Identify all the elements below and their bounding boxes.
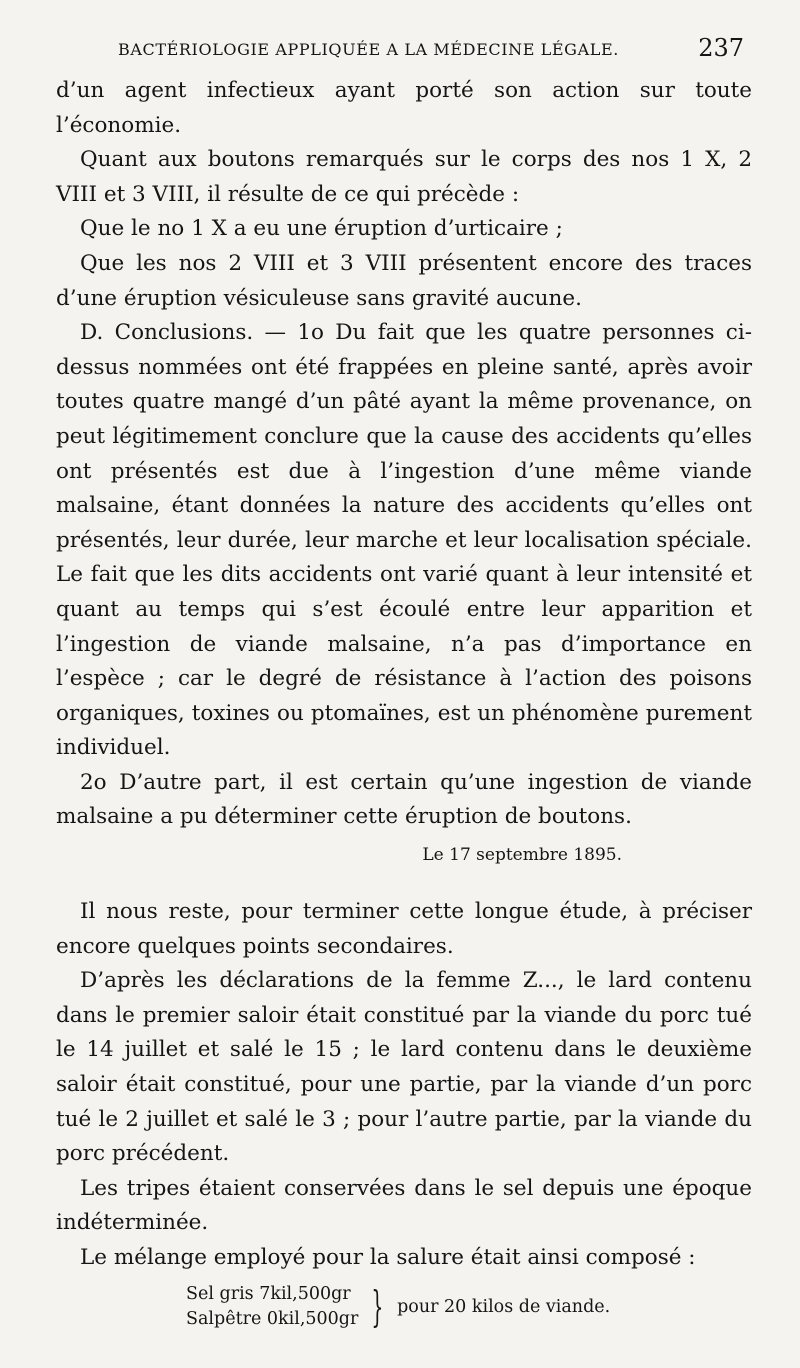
recipe-line-sel: Sel gris 7kil,500gr — [186, 1284, 351, 1304]
page-header — [0, 34, 800, 70]
recipe-line-salpetre: Salpêtre 0kil,500gr — [186, 1309, 359, 1329]
paragraph-conclusions: D. Conclusions. — 1o Du fait que les quatre personnes ci-dessus nommées ont été frappées en pleine santé, après avoir toutes quatre mangé d’un pâté ayant la même provenance, on peut légitimement conclure que la cause des accidents qu’elles ont présentés est due à l’ingestion d’une même viande malsaine, étant données la nature des accidents qu’elles ont présentés, leur durée, leur marche et leur localisation spéciale. Le fait que les dits accidents ont varié quant à leur intensité et quant au temps qui s’est écoulé entre leur apparition et l’ingestion de viande malsaine, n’a pas d’importance en l’espèce ; car le degré de résistance à l’action des poisons organiques, toxines ou ptomaïnes, est un phénomène purement individuel. — [56, 320, 752, 761]
paragraph-traces: Que les nos 2 VIII et 3 VIII présentent encore des traces d’une éruption vésiculeuse sans gravité aucune. — [56, 250, 752, 311]
date-line: Le 17 septembre 1895. — [422, 845, 622, 866]
paragraph-boutons: Quant aux boutons remarqués sur le corps des nos 1 X, 2 VIII et 3 VIII, il résulte de ce qui précède : — [56, 147, 752, 207]
paragraph-continuation: d’un agent infectieux ayant porté son action sur toute l’économie. — [56, 78, 752, 138]
recipe-lines — [186, 1282, 358, 1332]
recipe-suffix: pour 20 kilos de viande. — [397, 1296, 611, 1317]
paragraph-points-secondaires: Il nous reste, pour terminer cette longue étude, à préciser encore quelques points secondaires. — [56, 899, 752, 959]
paragraph-melange: Le mélange employé pour la salure était ainsi composé : — [80, 1245, 696, 1270]
page-number: 237 — [698, 34, 744, 62]
section-spacer — [56, 869, 752, 895]
paragraph-second-point: 2o D’autre part, il est certain qu’une ingestion de viande malsaine a pu déterminer cette éruption de boutons. — [56, 769, 752, 830]
salt-recipe — [186, 1282, 610, 1332]
page-body — [56, 74, 752, 1276]
paragraph-declarations: D’après les déclarations de la femme Z..., le lard contenu dans le premier saloir était constitué par la viande du porc tué le 14 juillet et salé le 15 ; le lard contenu dans le deuxième saloir était constitué, pour une partie, par la viande d’un porc tué le 2 juillet et salé le 3 ; pour l’autre partie, par la viande du porc précédent. — [56, 968, 752, 1167]
brace-glyph: } — [371, 1282, 384, 1331]
running-title: BACTÉRIOLOGIE APPLIQUÉE A LA MÉDECINE LÉGALE. — [118, 40, 619, 59]
paragraph-tripes: Les tripes étaient conservées dans le sel depuis une époque indéterminée. — [56, 1175, 752, 1236]
paragraph-urticaire: Que le no 1 X a eu une éruption d’urticaire ; — [80, 216, 563, 242]
